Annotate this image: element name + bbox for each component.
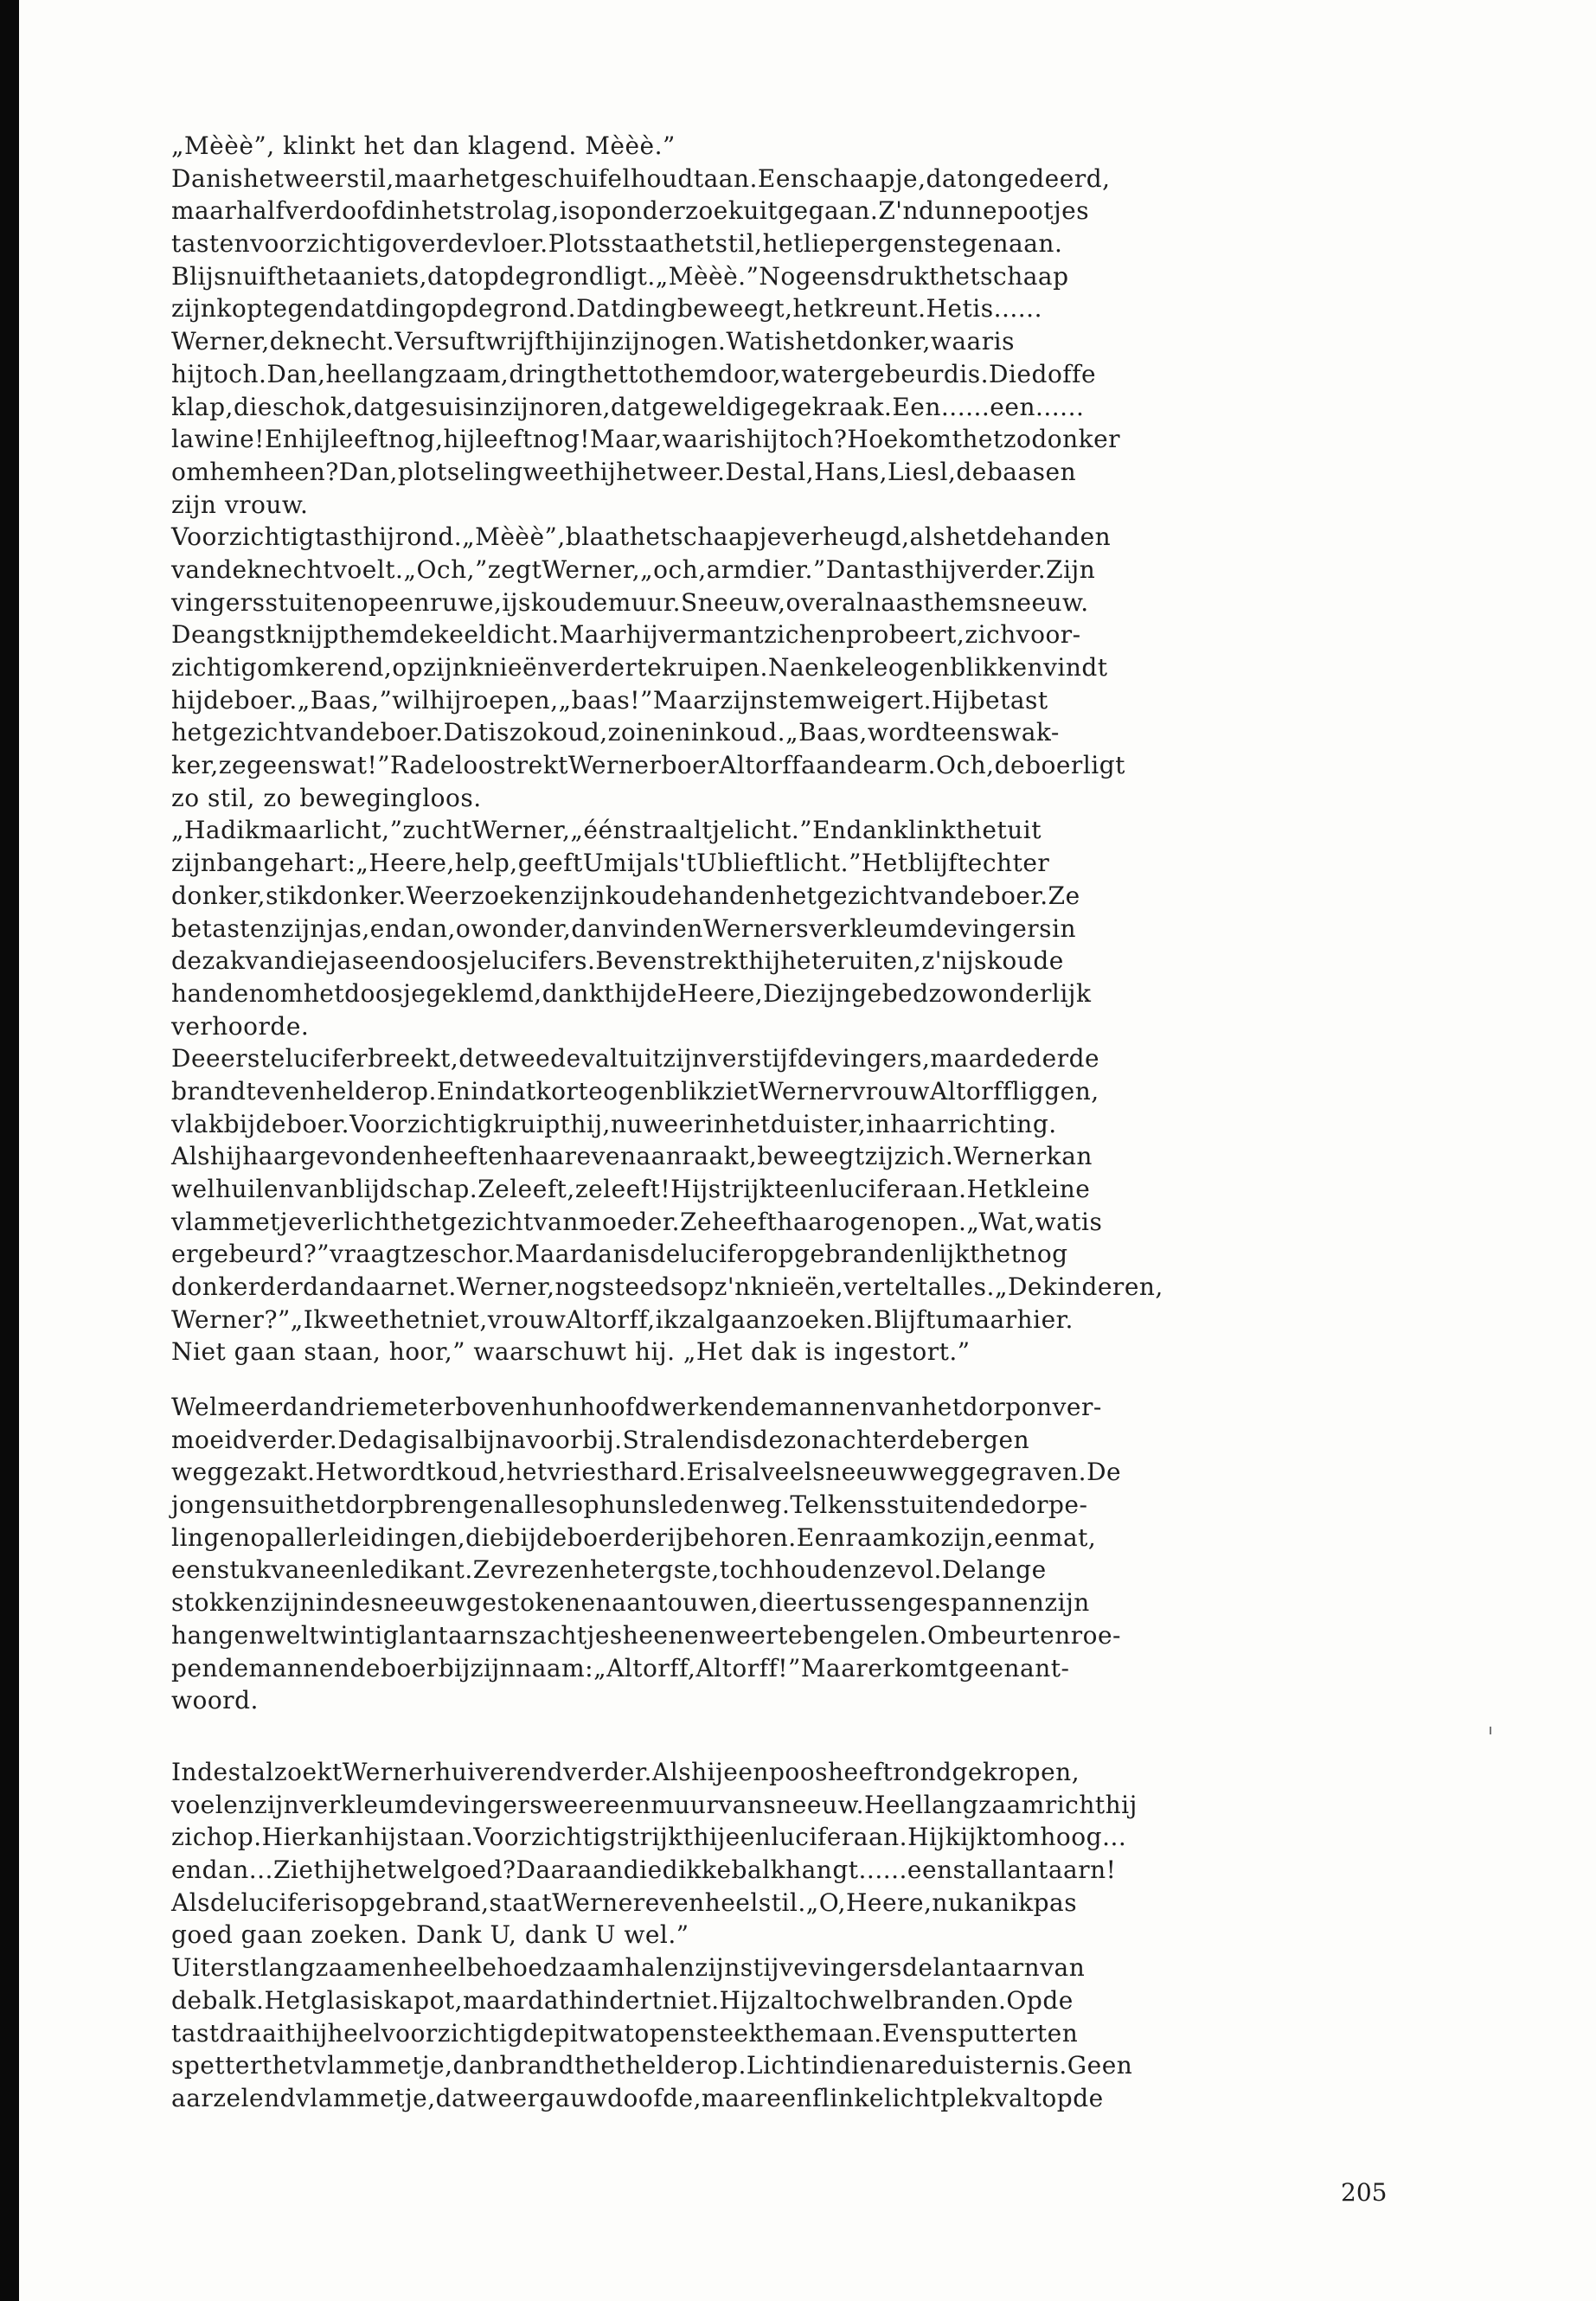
text-line: „Hadikmaarlicht,”zuchtWerner,„éénstraaltjelicht.”Endanklinkthetuit [171, 816, 1042, 845]
text-line: ker,zegeenswat!”RadeloostrektWernerboerAltorffaandearm.Och,deboerligt [171, 751, 1125, 780]
text-line: lingenopallerleidingen,diebijdeboerderijbehoren.Eenraamkozijn,eenmat, [171, 1522, 1097, 1552]
text-line: dezakvandiejaseendoosjelucifers.Bevenstrekthijheteruiten,z'nijskoude [171, 946, 1064, 976]
text-line: ergebeurd?”vraagtzeschor.Maardanisdeluciferopgebrandenlijkthetnog [171, 1240, 1068, 1269]
text-line: zijnkoptegendatdingopdegrond.Datdingbeweegt,hetkreunt.Hetis...... [171, 294, 1042, 324]
text-line: vandeknechtvoelt.„Och,”zegtWerner,„och,armdier.”Dantasthijverder.Zijn [171, 554, 1096, 584]
text-line: brandtevenhelderop.EnindatkorteogenblikzietWernervrouwAltorffliggen, [171, 1076, 1099, 1106]
text-line: moeidverder.Dedagisalbijnavoorbij.Stralendisdezonachterdebergen [171, 1425, 1030, 1454]
text-section-2 [171, 1391, 1384, 1717]
text-line: Welmeerdandriemeterbovenhunhoofdwerkendemannenvanhetdorponver- [171, 1393, 1102, 1421]
text-line: betastenzijnjas,endan,owonder,danvindenWernersverkleumdevingersin [171, 913, 1077, 943]
text-section-1 [171, 130, 1384, 1368]
text-line: Alsdeluciferisopgebrand,staatWernerevenheelstil.„O,Heere,nukanikpas [171, 1888, 1078, 1917]
text-line: zijn vrouw. [171, 490, 309, 519]
text-line: tastenvoorzichtigoverdevloer.Plotsstaathetstil,hetliepergenstegenaan. [171, 229, 1063, 259]
text-line: Deeersteluciferbreekt,detweedevaltuitzijnverstijfdevingers,maardederde [171, 1044, 1100, 1074]
text-line: lawine!Enhijleeftnog,hijleeftnog!Maar,waarishijtoch?Hoekomthetzodonker [171, 425, 1121, 454]
text-line: klap,dieschok,datgesuisinzijnoren,datgeweldigegekraak.Een......een...... [171, 392, 1085, 421]
text-line: jongensuithetdorpbrengenallesophunsledenweg.Telkensstuitendedorpe- [171, 1490, 1088, 1520]
text-line: omhemheen?Dan,plotselingweethijhetweer.Destal,Hans,Liesl,debaasen [171, 457, 1077, 486]
text-line: endan...Ziethijhetwelgoed?Daaraandiedikkebalkhangt......eenstallantaarn! [171, 1856, 1117, 1885]
text-line: Blijsnuifthetaaniets,datopdegrondligt.„Mèèè.”Nogeensdrukthetschaap [171, 261, 1069, 291]
text-line: Danishetweerstil,maarhetgeschuifelhoudtaan.Eenschaapje,datongedeerd, [171, 163, 1111, 193]
text-line: voelenzijnverkleumdevingersweereenmuurvansneeuw.Heellangzaamrichthij [171, 1790, 1138, 1819]
text-line: donker,stikdonker.Weerzoekenzijnkoudehandenhetgezichtvandeboer.Ze [171, 881, 1080, 910]
text-section-3 [171, 1756, 1384, 2115]
text-line: Niet gaan staan, hoor,” waarschuwt hij. „Het dak is ingestort.” [171, 1337, 971, 1367]
text-line: welhuilenvanblijdschap.Zeleeft,zeleeft!Hijstrijkteenluciferaan.Hetkleine [171, 1175, 1091, 1203]
text-line: zichop.Hierkanhijstaan.Voorzichtigstrijkthijeenluciferaan.Hijkijktomhoog... [171, 1823, 1127, 1852]
page-number: 205 [1341, 2178, 1388, 2207]
text-line: vlakbijdeboer.Voorzichtigkruipthij,nuweerinhetduister,inhaarrichting. [171, 1109, 1057, 1138]
scan-shadow-edge [0, 0, 19, 2301]
text-line: debalk.Hetglasiskapot,maardathindertniet.Hijzaltochwelbranden.Opde [171, 1985, 1074, 2015]
text-line: hijdeboer.„Baas,”wilhijroepen,„baas!”Maarzijnstemweigert.Hijbetast [171, 685, 1048, 715]
text-line: spetterthetvlammetje,danbrandthethelderop.Lichtindienareduisternis.Geen [171, 2051, 1133, 2080]
text-line: vingersstuitenopeenruwe,ijskoudemuur.Sneeuw,overalnaasthemsneeuw. [171, 587, 1089, 617]
text-line: stokkenzijnindesneeuwgestokenenaantouwen,dieertussengespannenzijn [171, 1588, 1090, 1618]
text-line: aarzelendvlammetje,datweergauwdoofde,maareenflinkelichtplekvaltopde [171, 2083, 1104, 2112]
text-line: hangenweltwintiglantaarnszachtjesheenenweertebengelen.Ombeurtenroe- [171, 1620, 1122, 1650]
text-line: weggezakt.Hetwordtkoud,hetvriesthard.Erisalveelsneeuwweggegraven.De [171, 1458, 1122, 1487]
text-line: Voorzichtigtasthijrond.„Mèèè”,blaathetschaapjeverheugd,alshetdehanden [171, 522, 1112, 552]
text-line: maarhalfverdoofdinhetstrolag,isoponderzoekuitgegaan.Z'ndunnepootjes [171, 196, 1090, 226]
text-line: „Mèèè”, klinkt het dan klagend. Mèèè.” [171, 131, 676, 160]
text-line: donkerderdandaarnet.Werner,nogsteedsopz'nknieën,verteltalles.„Dekinderen, [171, 1272, 1163, 1302]
text-line: zijnbangehart:„Heere,help,geeftUmijals'tUblieftlicht.”Hetblijftechter [171, 849, 1050, 878]
text-line: verhoorde. [171, 1011, 310, 1041]
stray-scan-mark [1490, 1727, 1491, 1734]
text-line: zo stil, zo bewegingloos. [171, 783, 482, 812]
text-line: Uiterstlangzaamenheelbehoedzaamhalenzijnstijvevingersdelantaarnvan [171, 1953, 1086, 1983]
text-line: handenomhetdoosjegeklemd,dankthijdeHeere,Diezijngebedzowonderlijk [171, 978, 1092, 1008]
text-line: vlammetjeverlichthetgezichtvanmoeder.Zeheefthaarogenopen.„Wat,watis [171, 1207, 1103, 1236]
text-line: pendemannendeboerbijzijnnaam:„Altorff,Altorff!”Maarerkomtgeenant- [171, 1653, 1070, 1682]
text-line: IndestalzoektWernerhuiverendverder.Alshijeenpoosheeftrondgekropen, [171, 1758, 1080, 1786]
text-line: woord. [171, 1686, 259, 1715]
text-line: hetgezichtvandeboer.Datiszokoud,zoineninkoud.„Baas,wordteenswak- [171, 718, 1060, 747]
text-line: hijtoch.Dan,heellangzaam,dringthettothemdoor,watergebeurdis.Diedoffe [171, 359, 1097, 388]
text-line: eenstukvaneenledikant.Zevrezenhetergste,tochhoudenzevol.Delange [171, 1555, 1047, 1585]
text-line: zichtigomkerend,opzijnknieënverdertekruipen.Naenkeleogenblikkenvindt [171, 653, 1108, 682]
text-line: Deangstknijpthemdekeeldicht.Maarhijvermantzichenprobeert,zichvoor- [171, 620, 1081, 650]
text-line: goed gaan zoeken. Dank U, dank U wel.” [171, 1920, 689, 1950]
text-line: Alshijhaargevondenheeftenhaarevenaanraakt,beweegtzijzich.Wernerkan [171, 1142, 1093, 1171]
text-line: tastdraaithijheelvoorzichtigdepitwatopensteekthemaan.Evensputterten [171, 2018, 1079, 2048]
text-line: Werner,deknecht.Versuftwrijfthijinzijnogen.Watishetdonker,waaris [171, 327, 1015, 356]
text-line: Werner?”„Ikweethetniet,vrouwAltorff,ikzalgaanzoeken.Blijftumaarhier. [171, 1304, 1074, 1334]
